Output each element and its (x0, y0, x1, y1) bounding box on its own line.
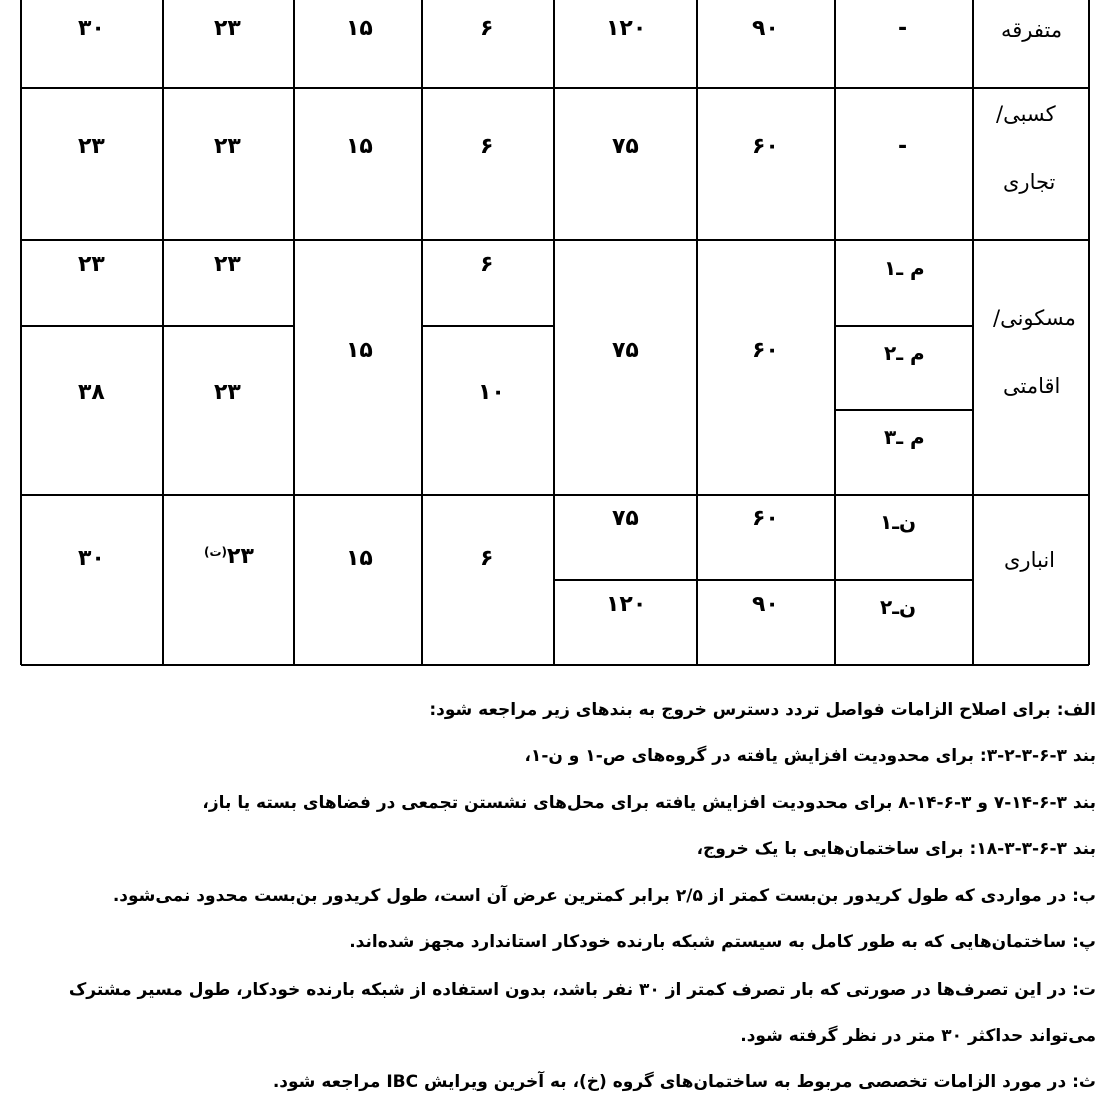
cell-value: ۱۵ (346, 16, 373, 41)
footnote-clause: بند ۳-۶-۳-۲-۳: برای محدودیت افزایش یافته در گروه‌های ص-۱ و ن-۱، (524, 746, 1096, 766)
cell-value: ۲۳ (227, 544, 254, 569)
footnote-be: ب: در مواردی که طول کریدور بن‌بست کمتر از ۲/۵ برابر کمترین عرض آن است، طول کریدور بن‌بست محدود نمی‌شود. (112, 886, 1096, 906)
cell-value: ۲۳ (78, 252, 105, 277)
cell-value: ۷۵ (612, 134, 639, 159)
cell-sub-r1: ن‌ـ۱ (880, 510, 917, 534)
footnote-te-continued: می‌تواند حداکثر ۳۰ متر در نظر گرفته شود. (740, 1026, 1096, 1046)
cell-value: ۶ (480, 252, 494, 277)
cell-value: ۹۰ (752, 592, 779, 617)
cell-value: ۱۵ (346, 546, 373, 571)
cell-value: ۱۲۰ (606, 16, 647, 41)
footnote-te: ت: در این تصرف‌ها در صورتی که بار تصرف کمتر از ۳۰ نفر باشد، بدون استفاده از شبکه بارنده خودکار، طول مسیر مشترک (68, 980, 1096, 1000)
cell-sub: - (898, 134, 908, 159)
cell-sub-r3: م ـ۳ (884, 425, 925, 449)
cell-value: ۱۰ (478, 380, 505, 405)
cell-value: ۱۵ (346, 338, 373, 363)
cell-value: ۹۰ (752, 16, 779, 41)
cell-value: ۷۵ (612, 506, 639, 531)
cell-group-commercial-line1: کسبی/ (996, 102, 1056, 126)
cell-value: ۶۰ (752, 134, 779, 159)
cell-value: ۳۸ (78, 380, 105, 405)
cell-value: ۶۰ (752, 506, 779, 531)
cell-sub-r2: ن‌ـ۲ (880, 595, 917, 619)
cell-value: ۳۰ (78, 16, 105, 41)
footnote-clause: بند ۳-۶-۳-۳-۱۸: برای ساختمان‌هایی با یک خروج، (696, 839, 1096, 859)
cell-value: ۷۵ (612, 338, 639, 363)
cell-group-residential-line1: مسکونی/ (993, 306, 1076, 330)
cell-group-residential-line2: اقامتی (1003, 374, 1061, 398)
cell-value: ۶ (480, 16, 494, 41)
footnote-se: ث: در مورد الزامات تخصصی مربوط به ساختمان‌های گروه (خ)، به آخرین ویرایش IBC مراجعه شود. (272, 1072, 1096, 1092)
footnote-clause: بند ۳-۶-۱۴-۷ و ۳-۶-۱۴-۸ برای محدودیت افزایش یافته برای محل‌های نشستن تجمعی در فضاهای بسته یا باز، (202, 793, 1096, 813)
cell-value: ۲۳ (78, 134, 105, 159)
cell-value: ۲۳ (214, 16, 241, 41)
cell-sub-r2: م ـ۲ (884, 341, 925, 365)
footnote-marker: (ت) (204, 545, 228, 559)
cell-value: ۶۰ (752, 338, 779, 363)
cell-group-misc-label: متفرقه (1001, 18, 1063, 42)
cell-group-commercial-line2: تجاری (1003, 170, 1056, 194)
cell-sub-r1: م ـ۱ (884, 256, 925, 280)
cell-value: ۳۰ (78, 546, 105, 571)
footnote-alef: الف: برای اصلاح الزامات فواصل تردد دسترس خروج به بندهای زیر مراجعه شود: (429, 700, 1096, 720)
cell-value-with-note (204, 546, 254, 568)
footnote-pe: پ: ساختمان‌هایی که به طور کامل به سیستم شبکه بارنده خودکار استاندارد مجهز شده‌اند. (349, 932, 1096, 952)
cell-value: ۱۵ (346, 134, 373, 159)
cell-value: ۶ (480, 134, 494, 159)
cell-value: ۱۲۰ (606, 592, 647, 617)
cell-value: ۲۳ (214, 134, 241, 159)
cell-value: ۲۳ (214, 380, 241, 405)
cell-group-storage: انباری (1004, 548, 1055, 572)
cell-sub: - (898, 16, 908, 41)
cell-value: ۲۳ (214, 252, 241, 277)
cell-value: ۶ (480, 546, 494, 571)
